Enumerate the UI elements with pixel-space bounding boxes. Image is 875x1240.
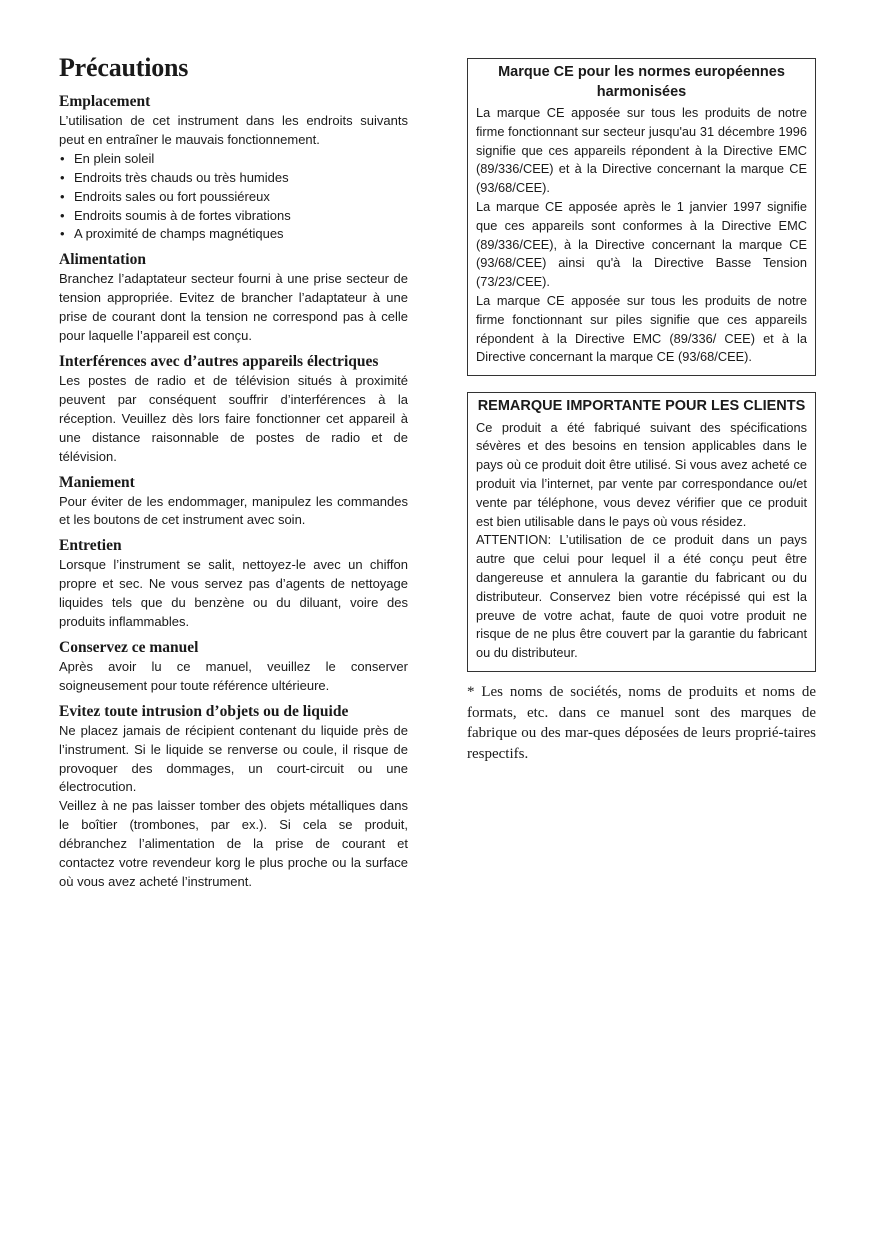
bullet-list bbox=[59, 150, 408, 245]
box-paragraph: La marque CE apposée sur tous les produits de notre firme fonctionnant sur piles signifie que ces appareils répondent à la Directive EMC (89/336/ CEE) et à la Directive concernant la marque CE (93/68/CEE). bbox=[476, 292, 807, 365]
list-item: • En plein soleil bbox=[59, 150, 408, 169]
list-item: • Endroits soumis à de fortes vibrations bbox=[59, 207, 408, 226]
bullet-icon: • bbox=[60, 188, 65, 204]
section-alimentation bbox=[59, 250, 408, 346]
ce-mark-box bbox=[467, 58, 816, 376]
box-paragraph: ATTENTION: L’utilisation de ce produit dans un pays autre que celui pour lequel il a été conçu peut être dangereuse et annulera la garantie du fabricant ou du distributeur. Conservez bien votre récépissé qui est la preuve de votre achat, faute de quoi votre produit ne risque de ne plus être couvert par la garantie du fabricant ou du distributeur. bbox=[476, 532, 807, 661]
list-item: • A proximité de champs magnétiques bbox=[59, 225, 408, 244]
section-paragraph: Ne placez jamais de récipient contenant du liquide près de l’instrument. Si le liquide se renverse ou coule, il risque de provoquer des dommages, un court-circuit ou une électrocution. bbox=[59, 722, 408, 795]
section-heading: Conservez ce manuel bbox=[59, 638, 199, 656]
box-paragraph: La marque CE apposée après le 1 janvier 1997 signifie que ces appareils sont conformes à la Directive EMC (89/336/CEE), à la Directive concernant la marque CE (93/68/CEE) ainsi qu'à la Directive Basse Tension (73/23/CEE). bbox=[476, 198, 807, 290]
trademark-footnote: * Les noms de sociétés, noms de produits et noms de formats, etc. dans ce manuel sont des marques de fabrique ou des mar-ques déposées de leurs proprié-taires respectifs. bbox=[467, 684, 816, 762]
section-entretien bbox=[59, 536, 408, 632]
bullet-icon: • bbox=[60, 226, 65, 242]
box-paragraph: La marque CE apposée sur tous les produits de notre firme fonctionnant sur secteur jusqu'au 31 décembre 1996 signifie que ces appareils répondent à la Directive EMC (89/336/CEE) et à la Directive concernant la marque CE (93/68/CEE). bbox=[476, 105, 807, 196]
bullet-icon: • bbox=[60, 207, 65, 223]
section-paragraph: Lorsque l’instrument se salit, nettoyez-le avec un chiffon propre et sec. Ne vous servez pas d’agents de nettoyage liquides tels que du benzène ou du diluant, voire des produits inflammables. bbox=[59, 557, 408, 630]
section-paragraph: Après avoir lu ce manuel, veuillez le conserver soigneusement pour toute référence ultérieure. bbox=[59, 658, 408, 693]
section-heading: Emplacement bbox=[59, 93, 151, 110]
section-maniement bbox=[59, 473, 408, 531]
section-emplacement bbox=[59, 92, 408, 244]
section-heading: Maniement bbox=[59, 473, 135, 491]
bullet-icon: • bbox=[60, 150, 65, 166]
section-heading: Entretien bbox=[59, 537, 122, 555]
section-heading: Interférences avec d’autres appareils électriques bbox=[59, 352, 379, 370]
section-paragraph: Pour éviter de les endommager, manipulez les commandes et les boutons de cet instrument avec soin. bbox=[59, 493, 408, 528]
box-title: REMARQUE IMPORTANTE POUR LES CLIENTS bbox=[477, 398, 806, 415]
section-intrusion bbox=[59, 702, 408, 892]
section-paragraph: L’utilisation de cet instrument dans les endroits suivants peut en entraîner le mauvais fonctionnement. bbox=[59, 113, 408, 147]
list-item: • Endroits très chauds ou très humides bbox=[59, 169, 408, 188]
section-heading: Alimentation bbox=[59, 251, 146, 269]
box-title: Marque CE pour les normes européennes harmonisées bbox=[498, 64, 785, 100]
section-paragraph: Les postes de radio et de télévision situés à proximité peuvent par conséquent souffrir d’interférences à la réception. Veuillez dès lors faire fonctionner cet appareil à une distance raisonnable de postes de radio et de télévision. bbox=[59, 372, 408, 464]
page-title: Précautions bbox=[59, 53, 189, 82]
customer-notice-box bbox=[467, 392, 816, 672]
bullet-icon: • bbox=[60, 169, 65, 185]
section-heading: Evitez toute intrusion d’objets ou de liquide bbox=[59, 702, 349, 720]
section-conservez-manuel bbox=[59, 638, 408, 696]
right-column bbox=[467, 58, 816, 764]
section-paragraph: Veillez à ne pas laisser tomber des objets métalliques dans le boîtier (trombones, par ex.). Si cela se produit, débranchez l’alimentation de la prise de courant et contactez votre revendeur korg le plus proche ou la surface où vous avez acheté l’instrument. bbox=[59, 798, 408, 889]
section-interferences bbox=[59, 352, 408, 467]
section-paragraph: Branchez l’adaptateur secteur fourni à une prise secteur de tension appropriée. Evitez de brancher l’adaptateur à une prise de courant dont la tension ne correspond pas à celle pour laquelle l’appareil est conçu. bbox=[59, 271, 408, 344]
list-item: • Endroits sales ou fort poussiéreux bbox=[59, 188, 408, 207]
left-column bbox=[59, 52, 408, 898]
box-paragraph: Ce produit a été fabriqué suivant des spécifications sévères et des besoins en tension applicables dans le pays où ce produit doit être utilisé. Si vous avez acheté ce produit via l’internet, par vente par correspondance ou/et vente par téléphone, vous devez vérifier que ce produit est bien utilisable dans le pays où vous résidez. bbox=[476, 419, 807, 529]
